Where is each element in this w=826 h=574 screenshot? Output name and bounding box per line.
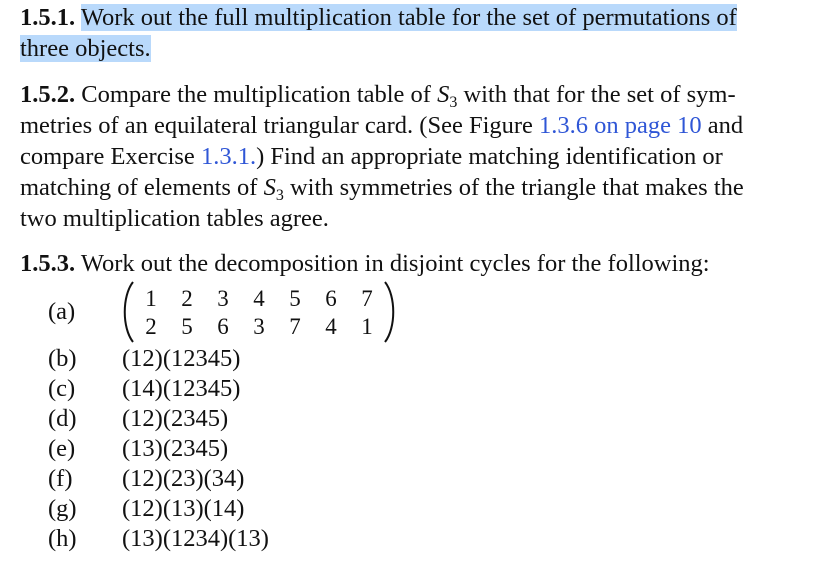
exercise-text: Compare the multiplication table of: [81, 81, 438, 108]
exercise-1-5-1-line-1[interactable]: [20, 2, 737, 33]
exercise-number: 1.5.2.: [20, 81, 76, 108]
exercise-text: compare Exercise: [20, 143, 201, 170]
exercise-1-5-3-line-1: [20, 248, 710, 279]
exercise-text: and: [701, 112, 744, 139]
right-paren-icon: [382, 280, 398, 344]
cycle-expression: (13)(1234)(13): [122, 525, 269, 552]
exercise-text: matching of elements of: [20, 174, 264, 201]
matrix-cell: 7: [289, 314, 301, 339]
matrix-cell: 3: [253, 314, 265, 339]
exercise-1-5-2-line-1: [20, 79, 736, 113]
exercise-text: metries of an equilateral triangular card. (See Figure: [20, 112, 540, 139]
matrix-cell: 4: [253, 286, 265, 311]
matrix-cell: 2: [181, 286, 193, 311]
exercise-1-5-2-line-3: [20, 141, 723, 172]
matrix-cell: 6: [217, 314, 229, 339]
matrix-cell: 5: [289, 286, 301, 311]
exercise-number: 1.5.1.: [20, 4, 76, 31]
exercise-text: Work out the full multiplication table for the set of permutations of: [80, 4, 737, 31]
symmetric-group-symbol: S: [263, 174, 276, 201]
matrix-cell: 2: [145, 314, 157, 339]
matrix-cell: 6: [325, 286, 337, 311]
exercise-1-5-2-line-4: [20, 172, 744, 206]
matrix-cell: 1: [361, 314, 373, 339]
exercise-1-5-2-line-2: [20, 110, 743, 141]
exercise-text: ) Find an appropriate matching identification or: [256, 143, 723, 170]
item-label-c: (c): [48, 375, 76, 402]
exercise-1-5-2-line-5: [20, 203, 329, 234]
matrix-cell: 3: [217, 286, 229, 311]
permutation-matrix: [120, 280, 400, 344]
matrix-cell: 5: [181, 314, 193, 339]
item-label-b: (b): [48, 345, 77, 372]
item-label-h: (h): [48, 525, 77, 552]
subscript: 3: [449, 94, 458, 111]
cycle-expression: (14)(12345): [122, 375, 241, 402]
highlighted-text[interactable]: [81, 4, 737, 31]
item-label-a: (a): [48, 298, 76, 325]
item-label-g: (g): [48, 495, 77, 522]
exercise-text: with symmetries of the triangle that makes the: [283, 174, 744, 201]
matrix-cell: 7: [361, 286, 373, 311]
matrix-cell: 1: [145, 286, 157, 311]
cycle-expression: (12)(13)(14): [122, 495, 245, 522]
exercise-text: two multiplication tables agree.: [20, 205, 329, 232]
exercise-1-5-1-line-2[interactable]: [20, 33, 151, 64]
cycle-expression: (13)(2345): [122, 435, 229, 462]
item-label-e: (e): [48, 435, 76, 462]
matrix-cell: 4: [325, 314, 337, 339]
cycle-expression: (12)(2345): [122, 405, 229, 432]
exercise-link[interactable]: 1.3.1.: [200, 143, 257, 170]
cycle-expression: (12)(12345): [122, 345, 241, 372]
subscript: 3: [275, 187, 284, 204]
item-label-f: (f): [48, 465, 73, 492]
item-label-d: (d): [48, 405, 77, 432]
highlighted-text[interactable]: three objects.: [20, 35, 151, 62]
exercise-text: with that for the set of sym-: [457, 81, 736, 108]
cycle-expression: (12)(23)(34): [122, 465, 245, 492]
left-paren-icon: [120, 280, 136, 344]
exercise-number: 1.5.3.: [20, 250, 76, 277]
symmetric-group-symbol: S: [437, 81, 450, 108]
figure-link[interactable]: 1.3.6 on page 10: [539, 112, 702, 139]
exercise-text: Work out the decomposition in disjoint cycles for the following:: [80, 250, 710, 277]
